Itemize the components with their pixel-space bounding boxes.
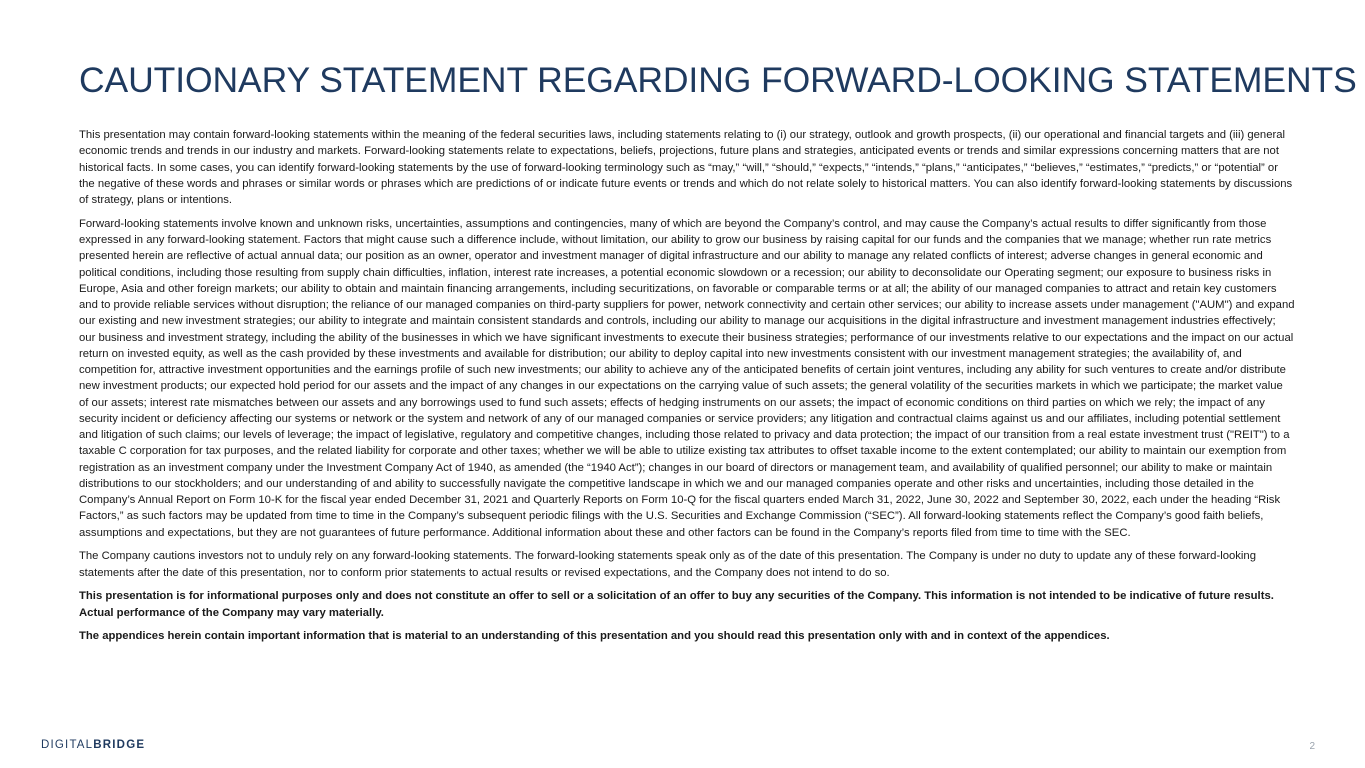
logo-text-bold: BRIDGE: [93, 739, 146, 751]
paragraph-informational-purposes: This presentation is for informational purposes only and does not constitute an offer to sell or a solicitation of an offer to buy any securities of the Company. This information is not intended to be indicative of future results. Actual performance of the Company may vary materially.: [79, 590, 1274, 619]
page-number: 2: [1309, 741, 1315, 752]
logo-text-light: DIGITAL: [41, 739, 94, 751]
digitalbridge-logo: [41, 739, 145, 751]
page-title: CAUTIONARY STATEMENT REGARDING FORWARD-LOOKING STATEMENTS: [79, 60, 1357, 100]
paragraph-appendices: The appendices herein contain important information that is material to an understanding of this presentation and you should read this presentation only with and in context of the appendices.: [79, 630, 1110, 643]
paragraph-forward-looking-intro: This presentation may contain forward-looking statements within the meaning of the federal securities laws, including statements relating to (i) our strategy, outlook and growth prospects, (ii) our operational and financial targets and (iii) general economic trends and trends in our industry and markets. Forward-looking statements relate to expectations, beliefs, projections, future plans and strategies, anticipated events or trends and similar expressions concerning matters that are not historical facts. In some cases, you can identify forward-looking statements by the use of forward-looking terminology such as “may,” “will,” “should,” “expects,” “intends,” “plans,” “anticipates,” “believes,” “estimates,” “predicts,” or “potential” or the negative of these words and phrases or similar words or phrases which are predictions of or indicate future events or trends and which do not relate solely to historical matters. You can also identify forward-looking statements by discussions of strategy, plans or intentions.: [79, 129, 1293, 206]
disclaimer-body: [79, 127, 1295, 652]
paragraph-risk-factors: Forward-looking statements involve known and unknown risks, uncertainties, assumptions and contingencies, many of which are beyond the Company’s control, and may cause the Company’s actual results to differ significantly from those expressed in any forward-looking statement. Factors that might cause such a difference include, without limitation, our ability to grow our business by raising capital for our funds and the companies that we manage; whether run rate metrics presented herein are reflective of actual annual data; our position as an owner, operator and investment manager of digital infrastructure and our ability to manage any related conflicts of interest; adverse changes in general economic and political conditions, including those resulting from supply chain difficulties, inflation, interest rate increases, a potential economic slowdown or a recession; our ability to deconsolidate our Operating segment; our exposure to business risks in Europe, Asia and other foreign markets; our ability to obtain and maintain financing arrangements, including securitizations, on favorable or comparable terms or at all; the ability of our managed companies to attract and retain key customers and to provide reliable services without disruption; the reliance of our managed companies on third-party suppliers for power, network connectivity and certain other services; our ability to increase assets under management ("AUM") and expand our existing and new investment strategies; our ability to integrate and maintain consistent standards and controls, including our ability to manage our acquisitions in the digital infrastructure and investment management industries effectively; our business and investment strategy, including the ability of the businesses in which we have significant investments to execute their business strategies; performance of our investments relative to our expectations and the impact on our actual return on invested equity, as well as the cash provided by these investments and available for distribution; our ability to deploy capital into new investments consistent with our investment management strategies; the availability of, and competition for, attractive investment opportunities and the earnings profile of such new investments; our ability to achieve any of the anticipated benefits of certain joint ventures, including any ability for such ventures to create and/or distribute new investment products; our expected hold period for our assets and the impact of any changes in our expectations on the carrying value of such assets; the general volatility of the securities markets in which we participate; the market value of our assets; interest rate mismatches between our assets and any borrowings used to fund such assets; effects of hedging instruments on our assets; the impact of economic conditions on third parties on which we rely; the impact of any security incident or deficiency affecting our systems or network or the system and network of any of our managed companies or service providers; any litigation and contractual claims against us and our affiliates, including potential settlement and litigation of such claims; our levels of leverage; the impact of legislative, regulatory and competitive changes, including those related to privacy and data protection; the impact of our transition from a real estate investment trust ("REIT") to a taxable C corporation for tax purposes, and the related liability for corporate and other taxes; whether we will be able to utilize existing tax attributes to offset taxable income to the extent contemplated; our ability to maintain our exemption from registration as an investment company under the Investment Company Act of 1940, as amended (the “1940 Act”); changes in our board of directors or management team, and availability of qualified personnel; our ability to make or maintain distributions to our stockholders; and our understanding of and ability to successfully navigate the competitive landscape in which we and our managed companies operate and other risks and uncertainties, including those detailed in the Company’s Annual Report on Form 10-K for the fiscal year ended December 31, 2021 and Quarterly Reports on Form 10-Q for the fiscal quarters ended March 31, 2022, June 30, 2022 and September 30, 2022, each under the heading “Risk Factors,” as such factors may be updated from time to time in the Company’s subsequent periodic filings with the U.S. Securities and Exchange Commission (“SEC”). All forward-looking statements reflect the Company’s good faith beliefs, assumptions and expectations, but they are not guarantees of future performance. Additional information about these and other factors can be found in the Company’s reports filed from time to time with the SEC.: [79, 217, 1295, 539]
paragraph-caution: The Company cautions investors not to unduly rely on any forward-looking statements. The forward-looking statements speak only as of the date of this presentation. The Company is under no duty to update any of these forward-looking statements after the date of this presentation, nor to conform prior statements to actual results or revised expectations, and the Company does not intend to do so.: [79, 550, 1256, 579]
